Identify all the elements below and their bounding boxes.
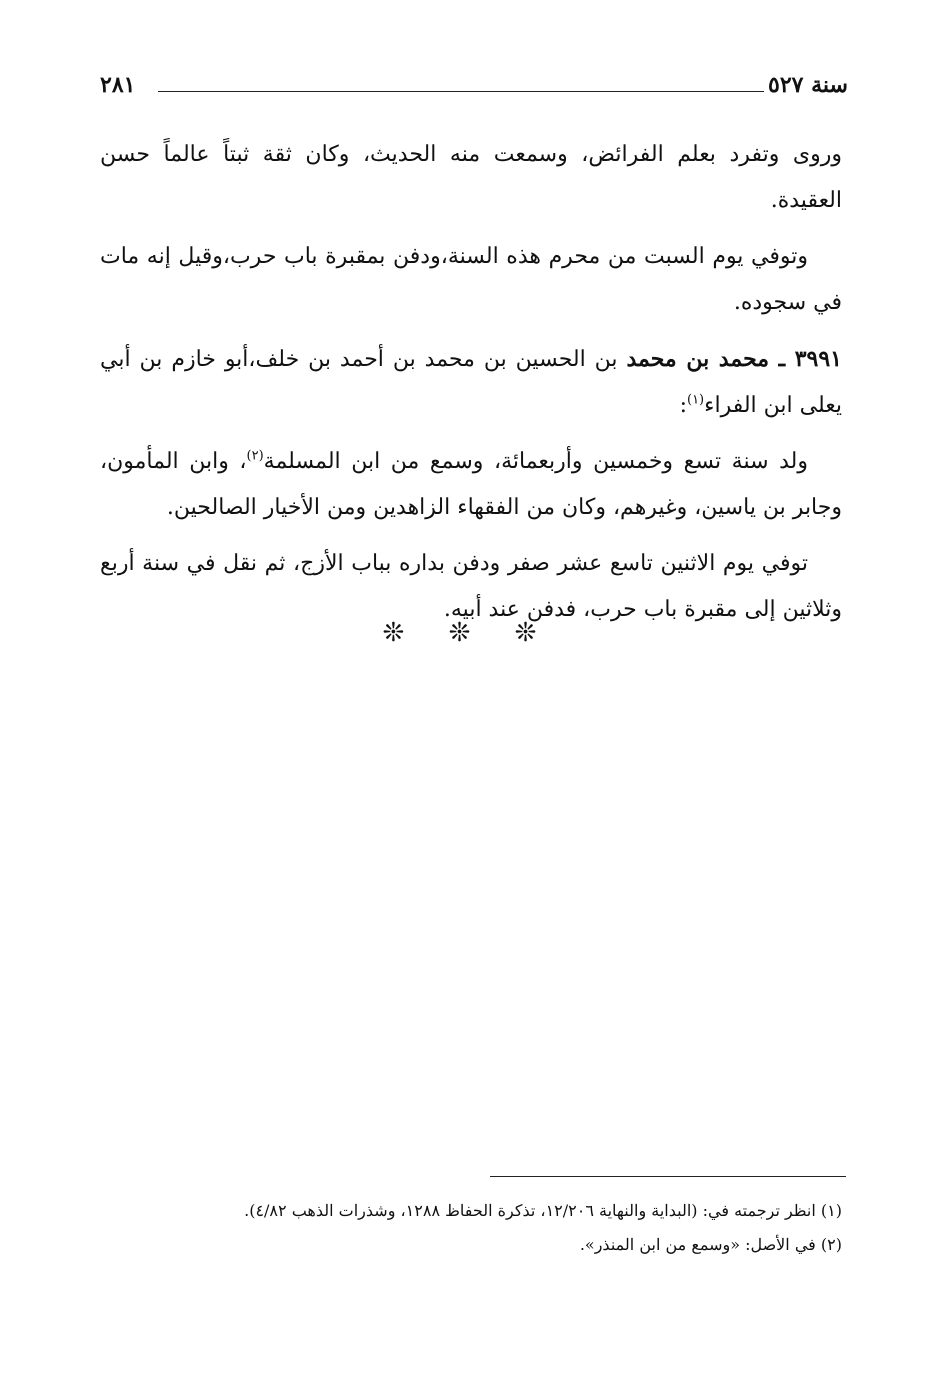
main-text	[100, 132, 842, 643]
paragraph-4	[100, 439, 842, 531]
footnote-ref-1[interactable]: (١)	[686, 392, 705, 408]
paragraph-2: وتوفي يوم السبت من محرم هذه السنة،ودفن بمقبرة باب حرب،وقيل إنه مات في سجوده.	[100, 244, 842, 315]
entry-number-name: ٣٩٩١ ـ محمد بن محمد	[626, 346, 842, 372]
footnote-ref-2[interactable]: (٢)	[246, 448, 264, 464]
header-rule	[158, 91, 764, 92]
footnote-2: (٢) في الأصل: «وسمع من ابن المنذر».	[579, 1235, 842, 1254]
paragraph-4-part-a: ولد سنة تسع وخمسين وأربعمائة، وسمع من ابن المسلمة	[263, 449, 809, 474]
paragraph-4-part-b: ، وابن المأمون، وجابر بن ياسين، وغيرهم، وكان من الفقهاء الزاهدين ومن الأخيار الصالحين.	[100, 449, 842, 520]
entry-colon: :	[679, 393, 687, 418]
page-number: ٢٨١	[100, 72, 136, 98]
paragraph-5: توفي يوم الاثنين تاسع عشر صفر ودفن بداره بباب الأزج، ثم نقل في سنة أربع وثلاثين إلى مقبرة باب حرب، فدفن عند أبيه.	[100, 551, 842, 622]
paragraph-1: وروى وتفرد بعلم الفرائض، وسمعت منه الحديث، وكان ثقة ثبتاً عالماً حسن العقيدة.	[100, 142, 842, 213]
entry-lineage: بن الحسين بن محمد بن أحمد بن خلف،أبو خازم بن أبي يعلى ابن الفراء	[100, 347, 842, 418]
footnotes	[100, 1194, 842, 1262]
footnote-rule	[490, 1176, 846, 1177]
year-heading: سنة ٥٢٧	[768, 72, 848, 98]
section-separator: ❊ ❊ ❊	[382, 618, 555, 648]
footnote-1: (١) انظر ترجمته في: (البداية والنهاية ١٢/٢٠٦، تذكرة الحفاظ ١٢٨٨، وشذرات الذهب ٤/٨٢).	[244, 1201, 842, 1220]
biography-entry-3991	[100, 336, 842, 429]
running-header	[100, 72, 848, 106]
